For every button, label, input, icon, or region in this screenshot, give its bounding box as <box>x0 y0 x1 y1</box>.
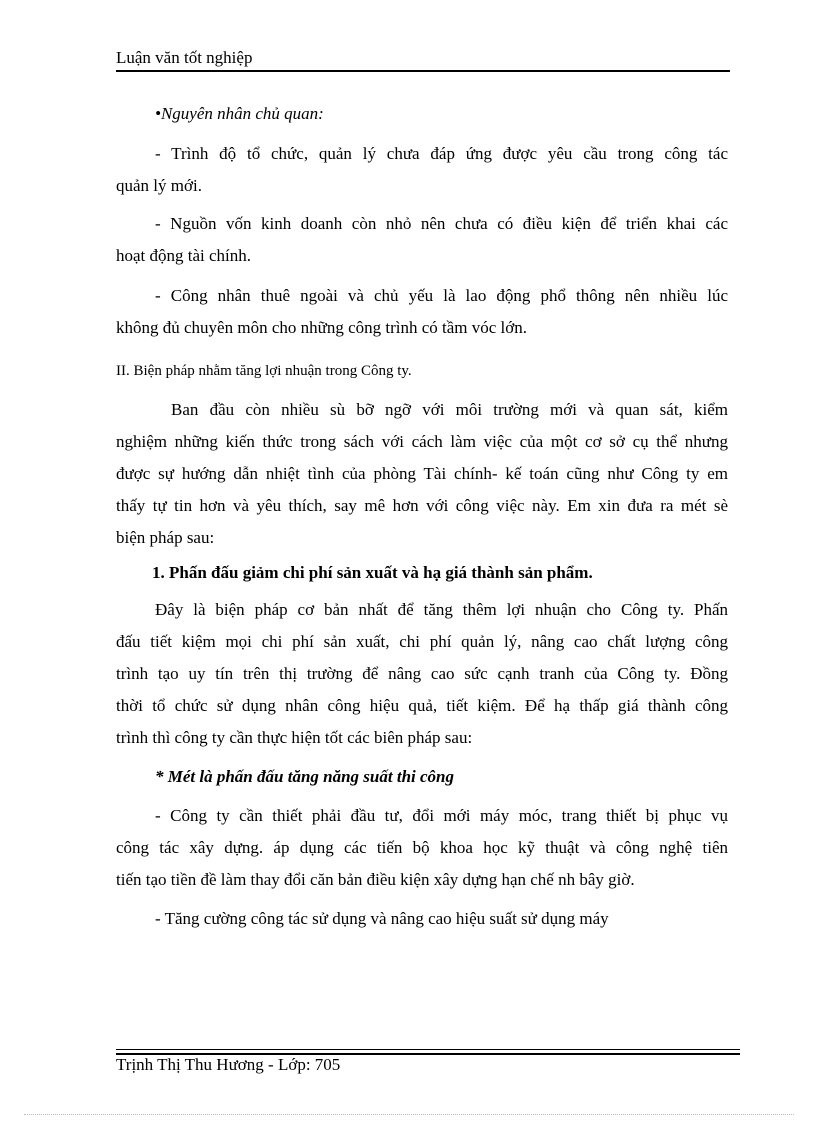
paragraph-line: trình thì công ty cần thực hiện tốt các biên pháp sau: <box>116 728 473 747</box>
paragraph-line: thời tổ chức sử dụng nhân công hiệu quả, tiết kiệm. Để hạ thấp giá thành công <box>116 696 728 715</box>
page-bottom-border <box>24 1114 794 1115</box>
subheading-productivity: * Mét là phấn đấu tăng năng suất thi công <box>155 767 455 786</box>
paragraph-line: hoạt động tài chính. <box>116 246 252 265</box>
paragraph-line: thấy tự tin hơn và yêu thích, say mê hơn với công việc này. Em xin đưa ra mét sè <box>116 496 728 515</box>
paragraph-line: - Trình độ tổ chức, quản lý chưa đáp ứng được yêu cầu trong công tác <box>155 144 728 163</box>
footer-author: Trịnh Thị Thu Hương - Lớp: 705 <box>116 1055 341 1074</box>
footer-rule <box>116 1049 740 1050</box>
heading-1: 1. Phấn đấu giảm chi phí sản xuất và hạ giá thành sản phẩm. <box>152 563 593 582</box>
paragraph-line: - Công nhân thuê ngoài và chủ yếu là lao động phổ thông nên nhiều lúc <box>155 286 728 305</box>
subheading-subjective-causes: •Nguyên nhân chủ quan: <box>155 104 324 123</box>
paragraph-line: công tác xây dựng. áp dụng các tiến bộ khoa học kỹ thuật và công nghệ tiên <box>116 838 728 857</box>
paragraph-line: không đủ chuyên môn cho những công trình có tầm vóc lớn. <box>116 318 528 337</box>
paragraph-line: trình tạo uy tín trên thị trường để nâng cao sức cạnh tranh của Công ty. Đồng <box>116 664 728 683</box>
paragraph-line: - Tăng cường công tác sử dụng và nâng cao hiệu suất sử dụng máy <box>155 909 609 928</box>
header-title: Luận văn tốt nghiệp <box>116 48 253 67</box>
section-heading-ii: II. Biện pháp nhằm tăng lợi nhuận trong Công ty. <box>116 363 412 379</box>
paragraph-line: Ban đầu còn nhiều sù bỡ ngỡ với môi trường mới và quan sát, kiểm <box>171 400 728 419</box>
header-rule <box>116 70 730 72</box>
paragraph-line: tiến tạo tiền đề làm thay đổi căn bản điều kiện xây dựng hạn chế nh bây giờ. <box>116 870 635 889</box>
paragraph-line: - Công ty cần thiết phải đầu tư, đổi mới máy móc, trang thiết bị phục vụ <box>155 806 728 825</box>
paragraph-line: nghiệm những kiến thức trong sách với cách làm việc của một cơ sở cụ thể nhưng <box>116 432 728 451</box>
paragraph-line: được sự hướng dẫn nhiệt tình của phòng Tài chính- kế toán cũng như Công ty em <box>116 464 728 483</box>
paragraph-line: đấu tiết kiệm mọi chi phí sản xuất, chi phí quản lý, nâng cao chất lượng công <box>116 632 728 651</box>
paragraph-line: quản lý mới. <box>116 176 202 195</box>
paragraph-line: Đây là biện pháp cơ bản nhất để tăng thêm lợi nhuận cho Công ty. Phấn <box>155 600 728 619</box>
paragraph-line: biện pháp sau: <box>116 528 215 547</box>
paragraph-line: - Nguồn vốn kinh doanh còn nhỏ nên chưa có điều kiện để triển khai các <box>155 214 728 233</box>
